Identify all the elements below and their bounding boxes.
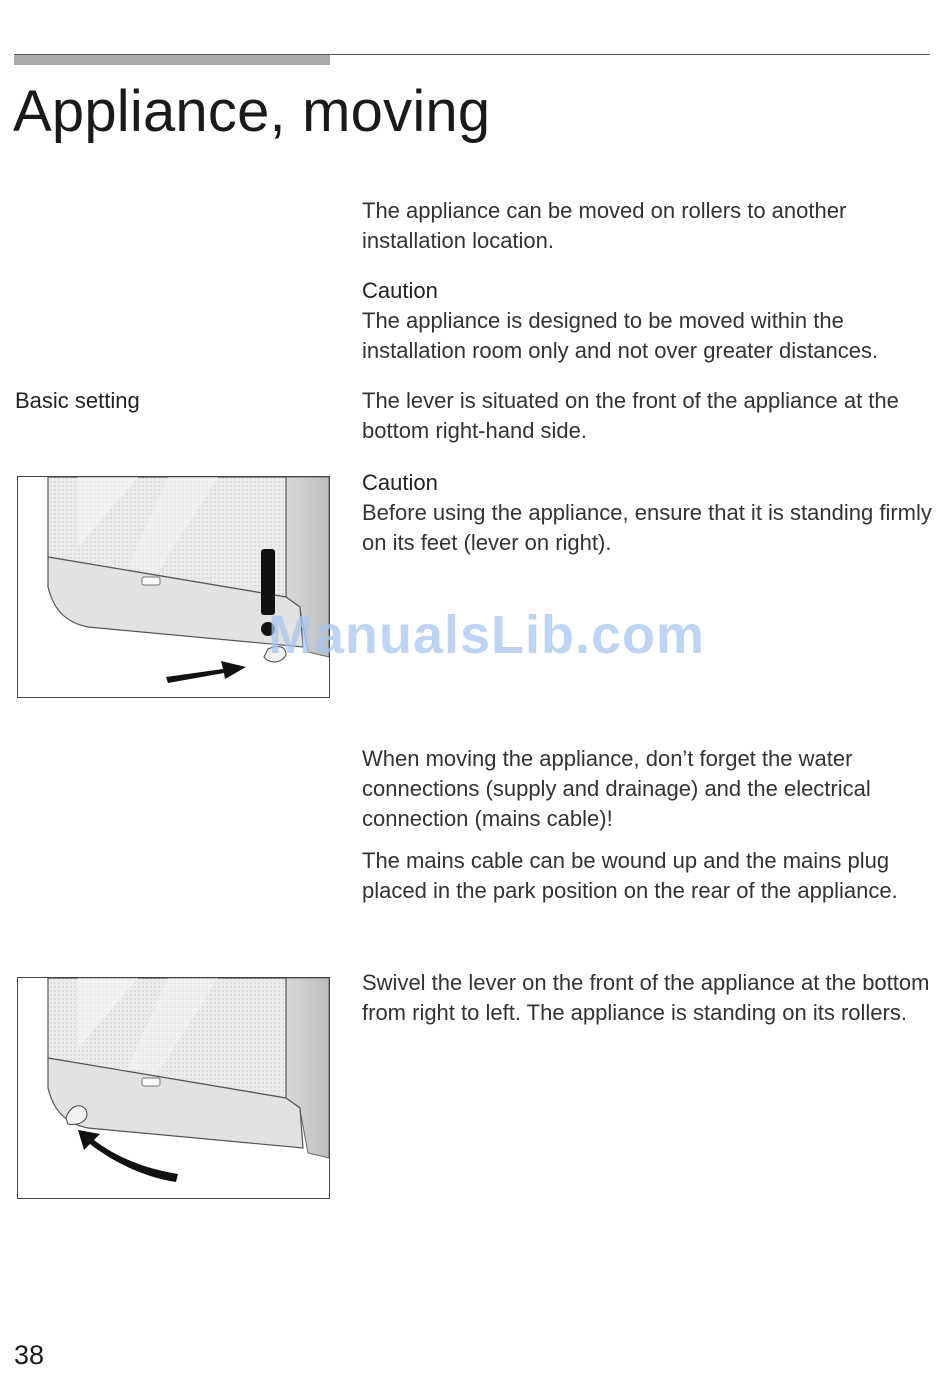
watermark: ManualsLib.com (268, 605, 706, 665)
caution-text: Before using the appliance, ensure that it is standing firmly on its feet (lever on right). (362, 500, 932, 555)
intro-paragraph: The appliance can be moved on rollers to another installation location. (362, 198, 847, 253)
swivel-lever-paragraph: Swivel the lever on the front of the appliance at the bottom from right to left. The appliance is standing on its rollers. (362, 970, 930, 1025)
appliance-lever-left-illustration (18, 978, 329, 1198)
header-bar (14, 55, 330, 65)
page-number: 38 (14, 1340, 45, 1370)
caution-block-2 (362, 468, 932, 558)
figure-lever-left (17, 977, 330, 1199)
mains-cable-paragraph: The mains cable can be wound up and the mains plug placed in the park position on the rear of the appliance. (362, 848, 898, 903)
lever-paragraph: The lever is situated on the front of the appliance at the bottom right-hand side. (362, 388, 899, 443)
caution-block-1 (362, 276, 932, 366)
water-connections-paragraph: When moving the appliance, don’t forget the water connections (supply and drainage) and the electrical connection (mains cable)! (362, 746, 871, 831)
page-title: Appliance, moving (13, 79, 491, 144)
caution-text: The appliance is designed to be moved within the installation room only and not over greater distances. (362, 308, 879, 363)
section-label-basic-setting: Basic setting (15, 388, 140, 413)
caution-heading: Caution (362, 278, 438, 303)
caution-heading: Caution (362, 470, 438, 495)
